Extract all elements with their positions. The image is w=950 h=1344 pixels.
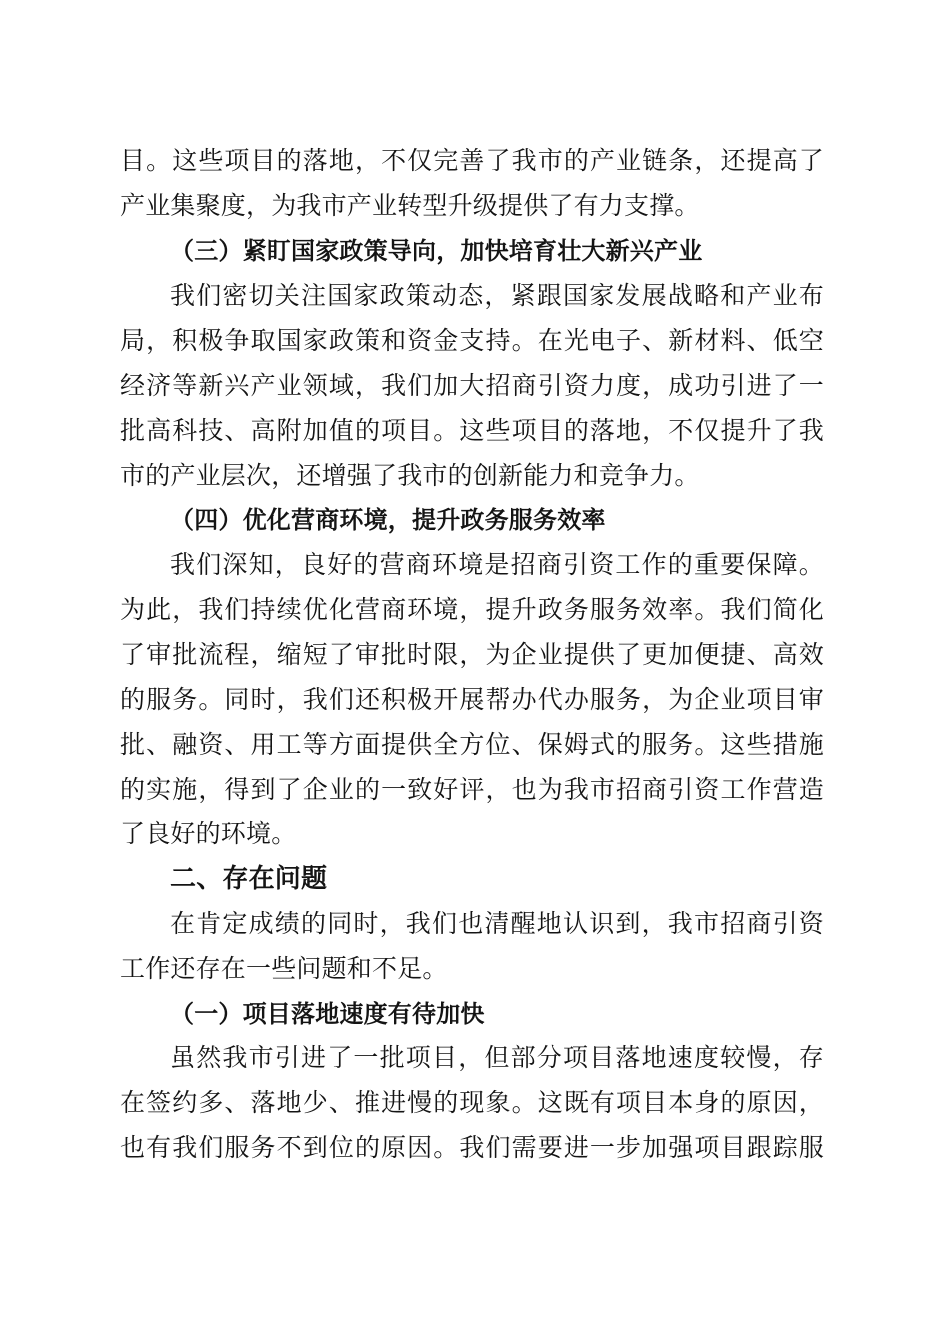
body-text-line: 了审批流程，缩短了审批时限，为企业提供了更加便捷、高效: [120, 640, 824, 669]
body-text-line: 我们深知，良好的营商环境是招商引资工作的重要保障。: [170, 550, 824, 579]
body-text-line: 局，积极争取国家政策和资金支持。在光电子、新材料、低空: [120, 326, 824, 355]
body-text-line: 经济等新兴产业领域，我们加大招商引资力度，成功引进了一: [120, 371, 824, 400]
body-text-line: 市的产业层次，还增强了我市的创新能力和竞争力。: [120, 461, 700, 490]
section-subheading: （三）紧盯国家政策导向，加快培育壮大新兴产业: [170, 237, 703, 265]
section-subheading: （四）优化营商环境，提升政务服务效率: [170, 506, 606, 534]
body-text-line: 产业集聚度，为我市产业转型升级提供了有力支撑。: [120, 191, 700, 220]
body-text-line: 批高科技、高附加值的项目。这些项目的落地，不仅提升了我: [120, 416, 824, 445]
body-text-line: 了良好的环境。: [120, 819, 297, 848]
body-text-line: 也有我们服务不到位的原因。我们需要进一步加强项目跟踪服: [120, 1133, 824, 1162]
body-text-line: 我们密切关注国家政策动态，紧跟国家发展战略和产业布: [170, 281, 824, 310]
body-text-line: 在签约多、落地少、推进慢的现象。这既有项目本身的原因，: [120, 1088, 824, 1117]
body-text-line: 在肯定成绩的同时，我们也清醒地认识到，我市招商引资: [170, 909, 824, 938]
section-subheading: （一）项目落地速度有待加快: [170, 1000, 485, 1028]
body-text-line: 工作还存在一些问题和不足。: [120, 954, 448, 983]
body-text-line: 的实施，得到了企业的一致好评，也为我市招商引资工作营造: [120, 775, 824, 804]
body-text-line: 为此，我们持续优化营商环境，提升政务服务效率。我们简化: [120, 595, 824, 624]
body-text-line: 批、融资、用工等方面提供全方位、保姆式的服务。这些措施: [120, 730, 824, 759]
body-text-line: 虽然我市引进了一批项目，但部分项目落地速度较慢，存: [170, 1043, 824, 1072]
chapter-heading: 二、存在问题: [170, 864, 328, 894]
body-text-line: 的服务。同时，我们还积极开展帮办代办服务，为企业项目审: [120, 685, 824, 714]
body-text-line: 目。这些项目的落地，不仅完善了我市的产业链条，还提高了: [120, 146, 824, 175]
